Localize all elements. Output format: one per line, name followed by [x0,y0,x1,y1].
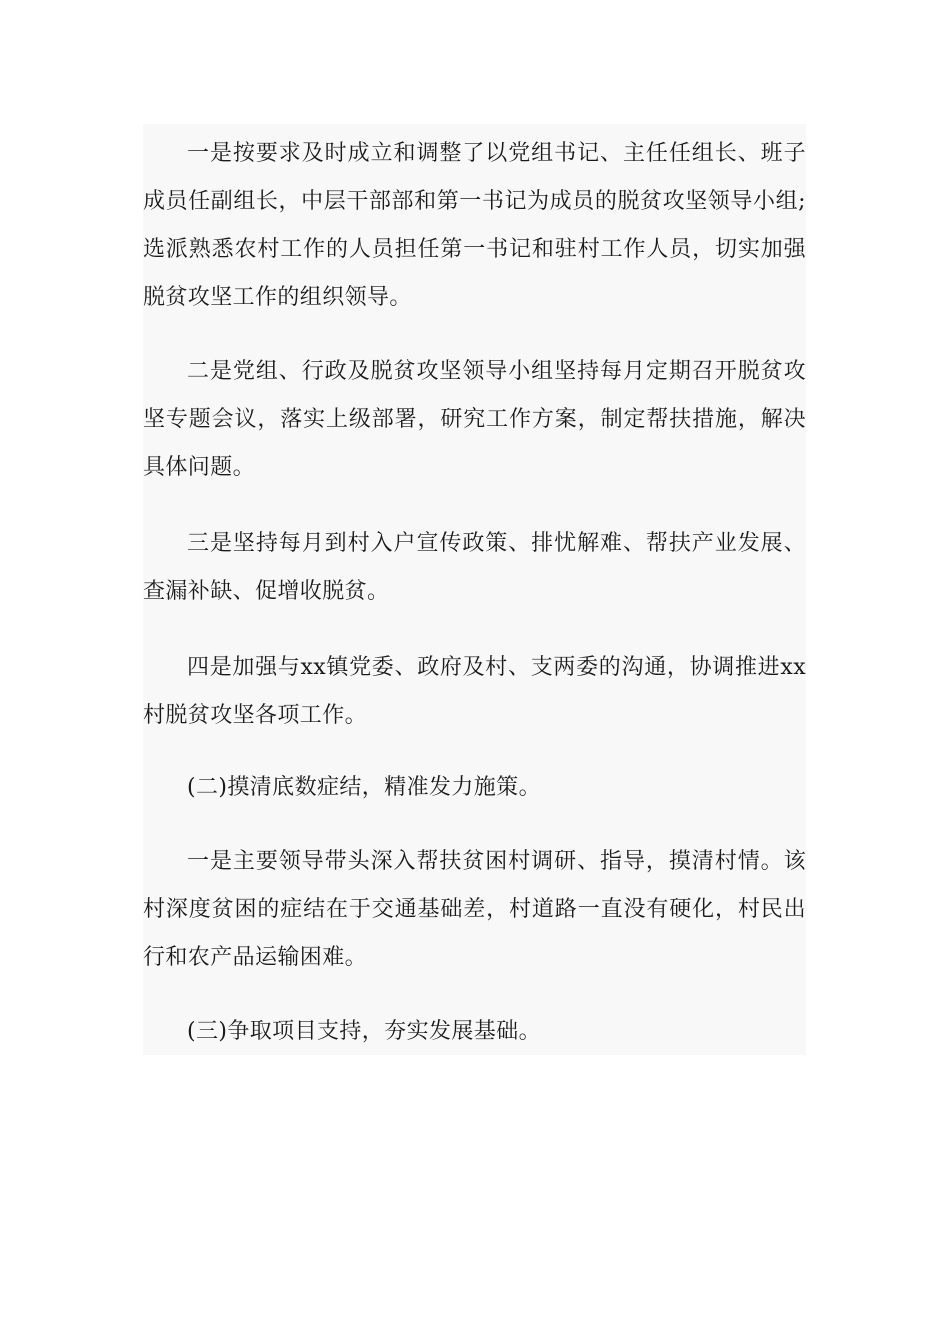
paragraph: 一是主要领导带头深入帮扶贫困村调研、指导，摸清村情。该村深度贫困的症结在于交通基础差，村道路一直没有硬化，村民出行和农产品运输困难。 [143,849,806,970]
paragraph: 二是党组、行政及脱贫攻坚领导小组坚持每月定期召开脱贫攻坚专题会议，落实上级部署，研究工作方案，制定帮扶措施，解决具体问题。 [143,359,806,480]
section-heading: (二)摸清底数症结，精准发力施策。 [187,775,541,800]
section-heading: (三)争取项目支持，夯实发展基础。 [187,1019,541,1044]
paragraph: 四是加强与xx镇党委、政府及村、支两委的沟通，协调推进xx村脱贫攻坚各项工作。 [143,655,806,728]
paragraph: 一是按要求及时成立和调整了以党组书记、主任任组长、班子成员任副组长，中层干部部和第一书记为成员的脱贫攻坚领导小组;选派熟悉农村工作的人员担任第一书记和驻村工作人员，切实加强脱贫攻坚工作的组织领导。 [143,141,806,310]
document-body [143,124,806,1055]
paragraph: 三是坚持每月到村入户宣传政策、排忧解难、帮扶产业发展、查漏补缺、促增收脱贫。 [143,531,806,604]
